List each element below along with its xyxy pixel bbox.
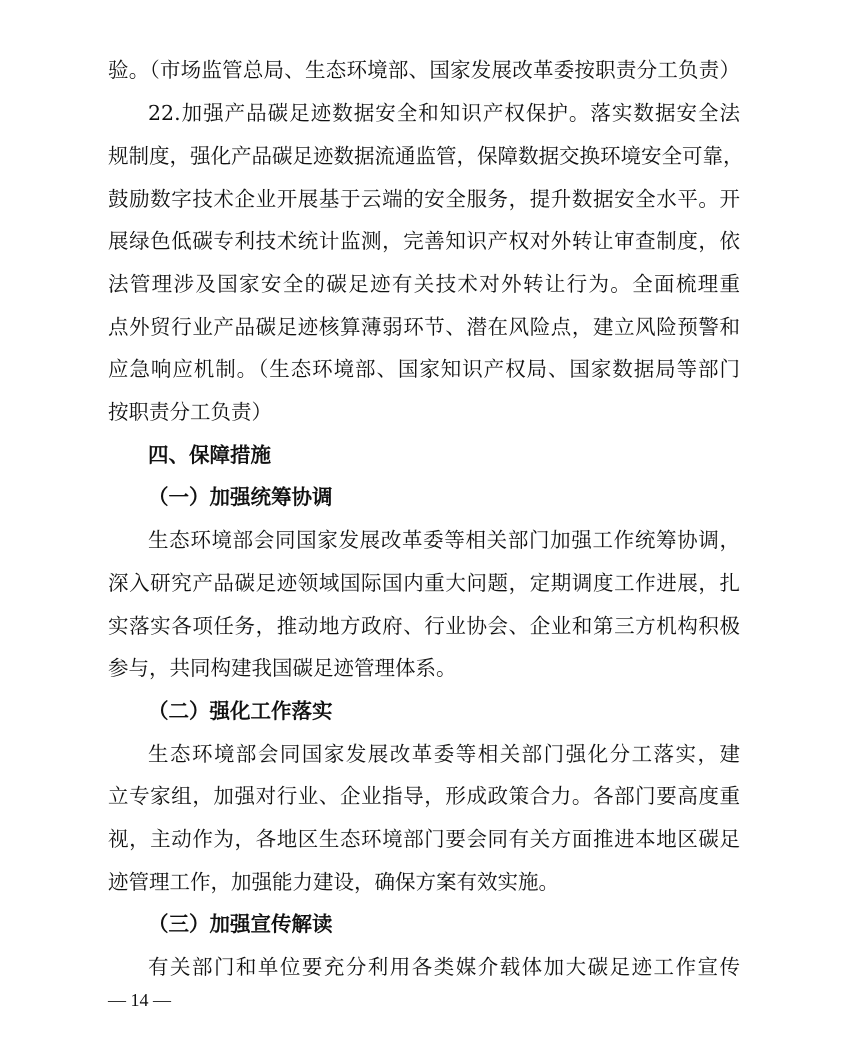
subsection-heading-2: （二）强化工作落实 <box>148 699 333 723</box>
section-heading-4: 四、保障措施 <box>148 443 271 467</box>
text-line-14: 实落实各项任务，推动地方政府、行业协会、企业和第三方机构积极 <box>108 614 740 638</box>
text-line-22: 有关部门和单位要充分利用各类媒介载体加大碳足迹工作宣传 <box>148 955 740 979</box>
text-line-2: 22.加强产品碳足迹数据安全和知识产权保护。落实数据安全法 <box>148 101 740 125</box>
subsection-heading-3: （三）加强宣传解读 <box>148 912 333 936</box>
text-line-4: 鼓励数字技术企业开展基于云端的安全服务，提升数据安全水平。开 <box>108 187 740 211</box>
text-line-17: 生态环境部会同国家发展改革委等相关部门强化分工落实，建 <box>148 742 740 766</box>
text-line-13: 深入研究产品碳足迹领域国际国内重大问题，定期调度工作进展，扎 <box>108 571 740 595</box>
text-line-7: 点外贸行业产品碳足迹核算薄弱环节、潜在风险点，建立风险预警和 <box>108 315 740 339</box>
text-line-5: 展绿色低碳专利技术统计监测，完善知识产权对外转让审查制度，依 <box>108 229 740 253</box>
text-line-18: 立专家组，加强对行业、企业指导，形成政策合力。各部门要高度重 <box>108 784 740 808</box>
subsection-heading-1: （一）加强统筹协调 <box>148 485 333 509</box>
text-line-19: 视，主动作为，各地区生态环境部门要会同有关方面推进本地区碳足 <box>108 827 740 851</box>
text-line-12: 生态环境部会同国家发展改革委等相关部门加强工作统筹协调， <box>148 528 740 552</box>
page-number: — 14 — <box>108 990 171 1010</box>
text-line-9: 按职责分工负责） <box>108 400 272 424</box>
text-line-20: 迹管理工作，加强能力建设，确保方案有效实施。 <box>108 870 559 894</box>
text-line-8: 应急响应机制。（生态环境部、国家知识产权局、国家数据局等部门 <box>108 357 740 381</box>
text-line-15: 参与，共同构建我国碳足迹管理体系。 <box>108 656 457 680</box>
text-line-1: 验。（市场监管总局、生态环境部、国家发展改革委按职责分工负责） <box>108 58 740 82</box>
text-line-3: 规制度，强化产品碳足迹数据流通监管，保障数据交换环境安全可靠， <box>108 144 744 168</box>
text-line-6: 法管理涉及国家安全的碳足迹有关技术对外转让行为。全面梳理重 <box>108 272 740 296</box>
